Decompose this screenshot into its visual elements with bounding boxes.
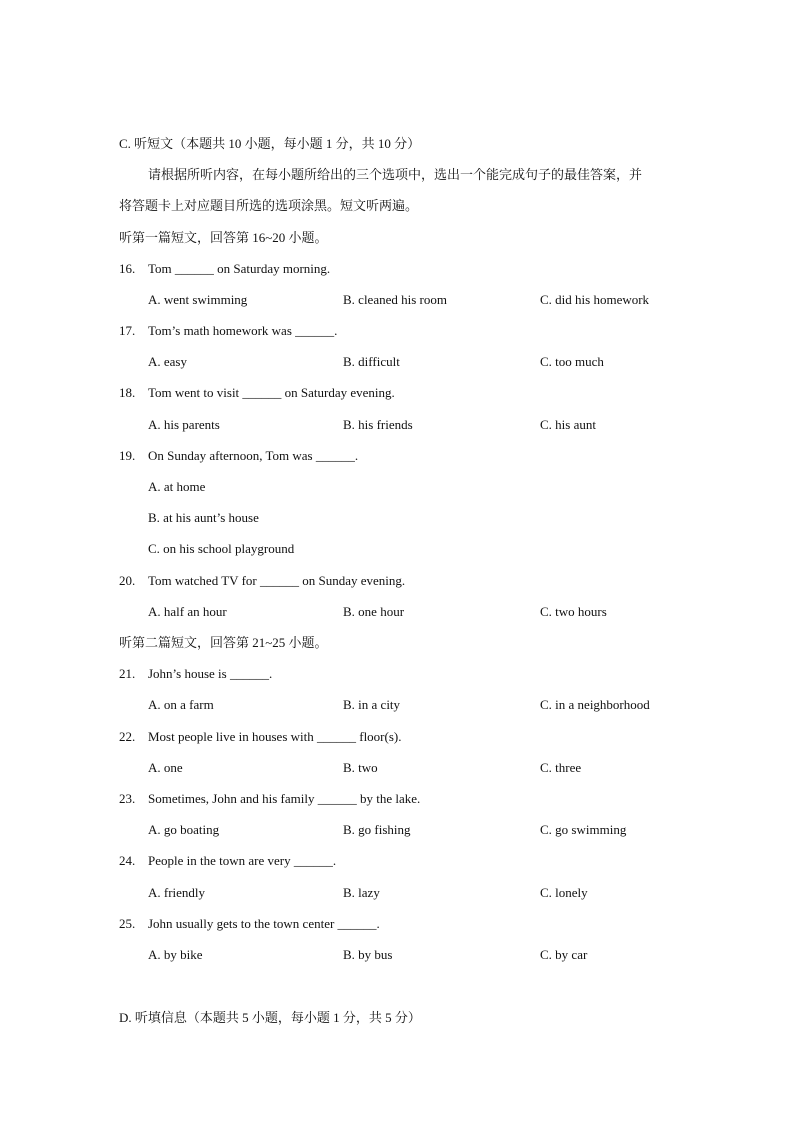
option-c: C. his aunt xyxy=(540,417,596,432)
option-a: A. half an hour xyxy=(148,604,227,619)
question-number: 23. xyxy=(119,791,136,806)
passage1-label: 听第一篇短文，回答第 16~20 小题。 xyxy=(119,230,328,245)
option-c: C. too much xyxy=(540,354,604,369)
option-a: A. went swimming xyxy=(148,292,248,307)
section-c-instruction-line2: 将答题卡上对应题目所选的选项涂黑。短文听两遍。 xyxy=(119,198,419,213)
option-a: A. at home xyxy=(148,479,206,494)
option-a: A. on a farm xyxy=(148,697,214,712)
question-text: Most people live in houses with ______ floor(s). xyxy=(148,729,402,744)
question-text: Sometimes, John and his family ______ by the lake. xyxy=(148,791,421,806)
section-c-heading: C. 听短文（本题共 10 小题，每小题 1 分，共 10 分） xyxy=(119,136,421,151)
option-b: B. at his aunt’s house xyxy=(148,510,259,525)
section-c-instruction-line1: 请根据所听内容，在每小题所给出的三个选项中，选出一个能完成句子的最佳答案，并 xyxy=(148,167,643,182)
passage2-label: 听第二篇短文，回答第 21~25 小题。 xyxy=(119,635,328,650)
option-b: B. difficult xyxy=(343,354,400,369)
option-b: B. by bus xyxy=(343,947,393,962)
question-number: 22. xyxy=(119,729,136,744)
option-b: B. his friends xyxy=(343,417,413,432)
option-c: C. in a neighborhood xyxy=(540,697,650,712)
option-a: A. by bike xyxy=(148,947,203,962)
question-text: Tom ______ on Saturday morning. xyxy=(148,261,331,276)
option-c: C. two hours xyxy=(540,604,607,619)
option-c: C. by car xyxy=(540,947,588,962)
option-a: A. one xyxy=(148,760,183,775)
option-b: B. two xyxy=(343,760,378,775)
question-text: John’s house is ______. xyxy=(148,666,273,681)
question-number: 25. xyxy=(119,916,136,931)
option-c: C. three xyxy=(540,760,582,775)
question-text: People in the town are very ______. xyxy=(148,853,337,868)
option-b: B. one hour xyxy=(343,604,405,619)
question-number: 21. xyxy=(119,666,136,681)
question-text: On Sunday afternoon, Tom was ______. xyxy=(148,448,359,463)
question-number: 24. xyxy=(119,853,136,868)
option-b: B. cleaned his room xyxy=(343,292,447,307)
question-number: 17. xyxy=(119,323,136,338)
option-a: A. easy xyxy=(148,354,187,369)
option-b: B. in a city xyxy=(343,697,401,712)
question-text: John usually gets to the town center ______. xyxy=(148,916,380,931)
option-b: B. go fishing xyxy=(343,822,411,837)
question-number: 16. xyxy=(119,261,136,276)
question-text: Tom’s math homework was ______. xyxy=(148,323,338,338)
option-a: A. friendly xyxy=(148,885,206,900)
option-c: C. on his school playground xyxy=(148,541,295,556)
question-number: 19. xyxy=(119,448,136,463)
option-c: C. did his homework xyxy=(540,292,650,307)
option-a: A. go boating xyxy=(148,822,220,837)
option-c: C. lonely xyxy=(540,885,588,900)
question-text: Tom went to visit ______ on Saturday evening. xyxy=(148,385,395,400)
question-number: 20. xyxy=(119,573,136,588)
question-text: Tom watched TV for ______ on Sunday evening. xyxy=(148,573,406,588)
option-b: B. lazy xyxy=(343,885,380,900)
option-a: A. his parents xyxy=(148,417,220,432)
section-d-heading: D. 听填信息（本题共 5 小题，每小题 1 分，共 5 分） xyxy=(119,1010,421,1025)
option-c: C. go swimming xyxy=(540,822,627,837)
question-number: 18. xyxy=(119,385,136,400)
